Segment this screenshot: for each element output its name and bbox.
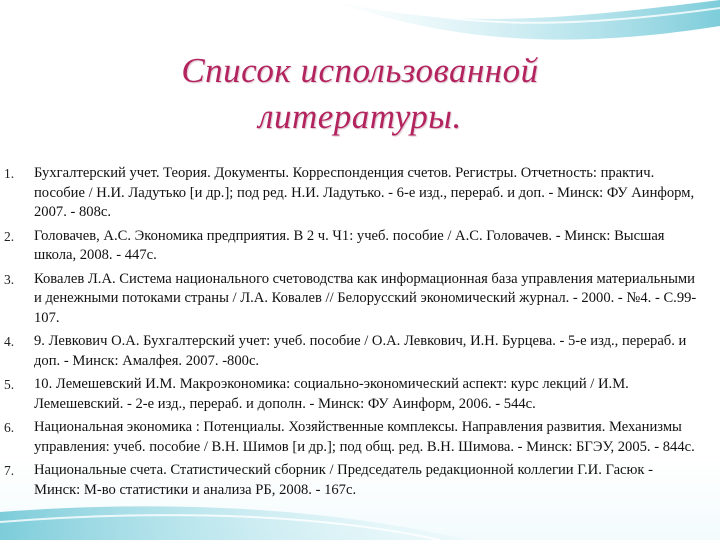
reference-item-4 [0, 332, 700, 371]
reference-number: 5. [4, 377, 15, 392]
reference-text: 10. Лемешевский И.М. Макроэкономика: социально-экономический аспект: курс лекций / И.М. Лемешевский. - 2-е изд., перераб. и дополн. - Минск: ФУ Аинформ, 2006. - 544с. [34, 376, 629, 412]
reference-text: Национальная экономика : Потенциалы. Хозяйственные комплексы. Направления развития. Механизмы управления: учеб. пособие / В.Н. Шимов [и др.]; под общ. ред. В.Н. Шимова. - Минск: БГЭУ, 2005. - 844с. [34, 419, 695, 455]
reference-number: 4. [4, 334, 15, 349]
reference-item-7 [0, 461, 700, 500]
reference-number: 3. [4, 271, 15, 287]
reference-text: 9. Левкович О.А. Бухгалтерский учет: учеб. пособие / О.А. Левкович, И.Н. Бурцева. - 5-е изд., перераб. и доп. - Минск: Амалфея. 2007. -800с. [34, 333, 687, 369]
page-title-line-1: Список использованной [181, 51, 539, 90]
reference-text: Национальные счета. Статистический сборник / Председатель редакционной коллегии Г.И. Гасюк - Минск: М-во статистики и анализа РБ, 2008. - 167с. [34, 462, 654, 498]
reference-number: 7. [4, 463, 15, 478]
reference-number: 2. [4, 228, 15, 244]
reference-item-2 [0, 227, 700, 266]
reference-item-3 [0, 270, 700, 329]
page-title [60, 48, 660, 140]
reference-text: Головачев, А.С. Экономика предприятия. В 2 ч. Ч1: учеб. пособие / А.С. Головачев. - Минск: Высшая школа, 2008. - 447с. [34, 227, 665, 263]
reference-number: 6. [4, 420, 15, 435]
page-title-line-2: литературы. [258, 97, 462, 136]
reference-text: Бухгалтерский учет. Теория. Документы. Корреспонденция счетов. Регистры. Отчетность: практич. пособие / Н.И. Ладутько [и др.]; под ред. Н.И. Ладутько. - 6-е изд., перераб. и доп. - Минск: ФУ Аинформ, 2007. - 808с. [34, 165, 695, 220]
reference-item-6 [0, 418, 700, 457]
reference-text: Ковалев Л.А. Система национального счетоводства как информационная база управления материальными и денежными потоками страны / Л.А. Ковалев // Белорусский экономический журнал. - 2000. - №4. - С.99-107. [34, 270, 697, 326]
reference-item-5 [0, 375, 700, 414]
reference-number: 1. [4, 166, 15, 181]
reference-item-1 [0, 164, 700, 223]
reference-list [0, 164, 700, 504]
